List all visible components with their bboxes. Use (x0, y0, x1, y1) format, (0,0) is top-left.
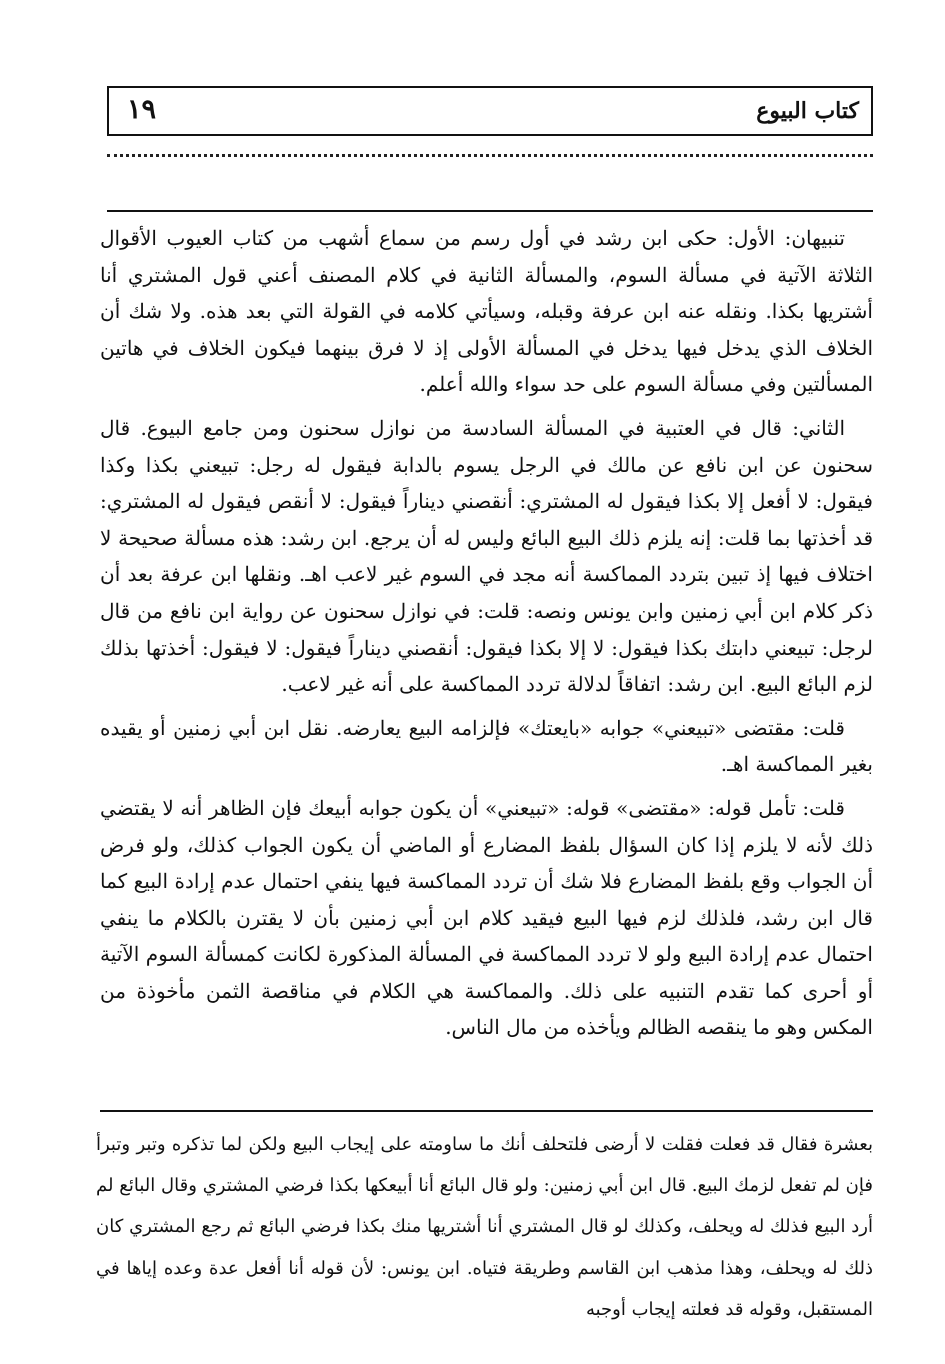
footnote-section (96, 1124, 873, 1330)
page-number: ١٩ (127, 94, 157, 125)
paragraph-qultu-2: قلت: تأمل قوله: «مقتضى» قوله: «تبيعني» أن يكون جوابه أبيعك فإن الظاهر أنه لا يقتضي ذلك لأنه لا يلزم إذا كان السؤال بلفظ المضارع أو الماضي أن يكون الجواب كذلك، ولو فرض أن الجواب وقع بلفظ المضارع فلا شك أن تردد المماكسة فيها ينفي احتمال عدم إرادة البيع كما قال ابن رشد، فلذلك لزم فيها البيع فيقيد كلام ابن أبي زمنين بأن لا يقترن بالكلام ما ينفي احتمال عدم إرادة البيع ولو لا تردد المماكسة في المسألة المذكورة لكانت كمسألة السوم الآتية أو أحرى كما تقدم التنبيه على ذلك. والمماكسة هي الكلام في مناقصة الثمن مأخوذة من المكس وهو ما ينقصه الظالم ويأخذه من مال الناس. (100, 795, 873, 1040)
footnote-text: بعشرة فقال قد فعلت فقلت لا أرضى فلتحلف أنك ما ساومته على إيجاب البيع ولكن لما تذكره وتبر وتبرأ فإن لم تفعل لزمك البيع. قال ابن أبي زمنين: ولو قال البائع أنا أبيعكها بكذا فرضي المشتري وقال البائع لم أرد البيع فذلك له ويحلف، وكذلك لو قال المشتري أنا أشتريها منك بكذا فرضي البائع ثم رجع المشتري كان ذلك له ويحلف، وهذا مذهب ابن القاسم وطريقة فتياه. ابن يونس: لأن قوله أنا أفعل عدة وعده إياها في المستقبل، وقوله قد فعلته إيجاب أوجبه (96, 1134, 873, 1320)
paragraph-second: الثاني: قال في العتبية في المسألة السادسة من نوازل سحنون ومن جامع البيوع. قال سحنون عن ابن نافع عن مالك في الرجل يسوم بالدابة فيقول له رجل: تبيعني بكذا وكذا فيقول: لا أفعل إلا بكذا فيقول له المشتري: أنقصني ديناراً فيقول: لا أنقص فيقول له المشتري: قد أخذتها بما قلت: إنه يلزم ذلك البيع البائع وليس له أن يرجع. ابن رشد: هذه مسألة صحيحة لا اختلاف فيها إذ تبين بتردد المماكسة أنه مجد في السوم غير لاعب اهـ. ونقلها ابن عرفة بعد أن ذكر كلام ابن أبي زمنين وابن يونس ونصه: قلت: في نوازل سحنون عن رواية ابن نافع من قال لرجل: تبيعني دابتك بكذا فيقول: لا إلا بكذا فيقول: أنقصني ديناراً فيقول: لا فيقول: أخذتها بذلك لزم البائع البيع. ابن رشد: اتفاقاً لدلالة تردد المماكسة على أنه غير لاعب. (100, 415, 873, 697)
dotted-divider (107, 154, 873, 157)
top-rule (107, 210, 873, 212)
footnote-rule (100, 1110, 873, 1112)
book-title: كتاب البيوع (756, 98, 859, 124)
paragraph-tanbihan: تنبيهان: الأول: حكى ابن رشد في أول رسم من سماع أشهب من كتاب العيوب الأقوال الثلاثة الآتية في مسألة السوم، والمسألة الثانية في كلام المصنف أعني قول المشتري أنا أشتريها بكذا. ونقله عنه ابن عرفة وقبله، وسيأتي كلامه في القولة التي بعد هذه. ولا شك أن الخلاف الذي يدخل فيها يدخل في المسألة الأولى إذ لا فرق بينهما فيكون الخلاف في هاتين المسألتين وفي مسألة السوم على حد سواء والله أعلم. (100, 226, 873, 397)
main-text-body (100, 220, 873, 1053)
running-header (107, 86, 873, 136)
paragraph-qultu-1: قلت: مقتضى «تبيعني» جوابه «بايعتك» فإلزامه البيع يعارضه. نقل ابن أبي زمنين أو يقيده بغير المماكسة اهـ. (100, 715, 873, 777)
